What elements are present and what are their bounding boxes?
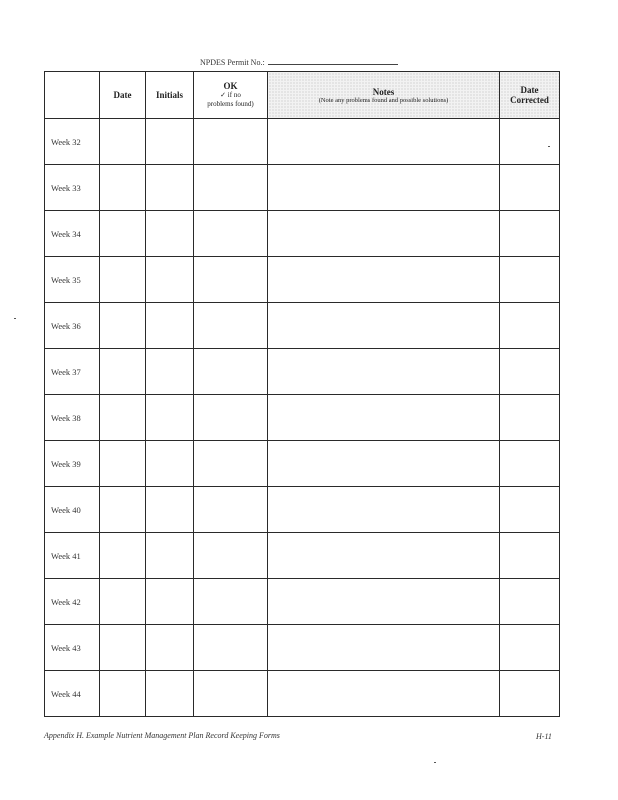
ok-cell[interactable]: [194, 395, 268, 441]
date-corrected-cell[interactable]: [500, 257, 560, 303]
initials-cell[interactable]: [146, 395, 194, 441]
permit-number-line: [200, 56, 398, 67]
table-row: [45, 211, 560, 257]
ok-cell[interactable]: [194, 671, 268, 717]
ok-cell[interactable]: [194, 257, 268, 303]
header-date: Date: [100, 72, 146, 119]
notes-cell[interactable]: [268, 211, 500, 257]
header-date-corrected-line1: Date: [520, 85, 539, 95]
date-cell[interactable]: [100, 119, 146, 165]
table-row: [45, 579, 560, 625]
table-row: [45, 119, 560, 165]
scan-speck: [434, 762, 436, 763]
permit-number-label: NPDES Permit No.:: [200, 58, 265, 67]
scan-speck: [548, 146, 550, 147]
initials-cell[interactable]: [146, 671, 194, 717]
notes-cell[interactable]: [268, 303, 500, 349]
ok-cell[interactable]: [194, 165, 268, 211]
date-cell[interactable]: [100, 349, 146, 395]
header-initials: Initials: [146, 72, 194, 119]
date-cell[interactable]: [100, 441, 146, 487]
initials-cell[interactable]: [146, 119, 194, 165]
header-notes-title: Notes: [372, 86, 395, 97]
date-corrected-cell[interactable]: [500, 395, 560, 441]
initials-cell[interactable]: [146, 487, 194, 533]
header-notes: [268, 72, 500, 119]
weekly-record-table: [44, 71, 560, 717]
week-label: Week 34: [45, 211, 100, 257]
header-ok-sub1: ✓ if no: [220, 91, 241, 99]
initials-cell[interactable]: [146, 165, 194, 211]
date-cell[interactable]: [100, 625, 146, 671]
date-corrected-cell[interactable]: [500, 671, 560, 717]
header-week: [45, 72, 100, 119]
week-label: Week 42: [45, 579, 100, 625]
ok-cell[interactable]: [194, 625, 268, 671]
initials-cell[interactable]: [146, 349, 194, 395]
page-number: H-11: [536, 732, 552, 741]
week-label: Week 41: [45, 533, 100, 579]
date-corrected-cell[interactable]: [500, 533, 560, 579]
ok-cell[interactable]: [194, 211, 268, 257]
table-row: [45, 165, 560, 211]
table-row: [45, 257, 560, 303]
date-cell[interactable]: [100, 257, 146, 303]
notes-cell[interactable]: [268, 625, 500, 671]
date-cell[interactable]: [100, 487, 146, 533]
initials-cell[interactable]: [146, 257, 194, 303]
header-ok-sub2: problems found): [207, 100, 254, 108]
ok-cell[interactable]: [194, 487, 268, 533]
header-date-corrected-line2: Corrected: [510, 95, 549, 105]
date-cell[interactable]: [100, 165, 146, 211]
footer-caption: Appendix H. Example Nutrient Management Plan Record Keeping Forms: [44, 731, 280, 740]
initials-cell[interactable]: [146, 211, 194, 257]
date-corrected-cell[interactable]: [500, 625, 560, 671]
week-label: Week 35: [45, 257, 100, 303]
date-cell[interactable]: [100, 533, 146, 579]
date-cell[interactable]: [100, 395, 146, 441]
week-label: Week 40: [45, 487, 100, 533]
date-cell[interactable]: [100, 579, 146, 625]
table-header-row: [45, 72, 560, 119]
date-corrected-cell[interactable]: [500, 119, 560, 165]
week-label: Week 37: [45, 349, 100, 395]
ok-cell[interactable]: [194, 119, 268, 165]
notes-cell[interactable]: [268, 257, 500, 303]
header-notes-sub: (Note any problems found and possible solutions): [318, 96, 449, 104]
week-label: Week 38: [45, 395, 100, 441]
notes-cell[interactable]: [268, 395, 500, 441]
permit-number-field[interactable]: [268, 56, 398, 65]
table-row: [45, 395, 560, 441]
notes-cell[interactable]: [268, 349, 500, 395]
scan-speck: [14, 318, 16, 319]
notes-cell[interactable]: [268, 579, 500, 625]
date-cell[interactable]: [100, 303, 146, 349]
date-corrected-cell[interactable]: [500, 349, 560, 395]
week-label: Week 43: [45, 625, 100, 671]
date-corrected-cell[interactable]: [500, 211, 560, 257]
ok-cell[interactable]: [194, 303, 268, 349]
initials-cell[interactable]: [146, 441, 194, 487]
table-row: [45, 671, 560, 717]
table-row: [45, 625, 560, 671]
notes-cell[interactable]: [268, 441, 500, 487]
header-ok: [194, 72, 268, 119]
ok-cell[interactable]: [194, 533, 268, 579]
date-corrected-cell[interactable]: [500, 165, 560, 211]
notes-cell[interactable]: [268, 165, 500, 211]
notes-cell[interactable]: [268, 487, 500, 533]
table-row: [45, 349, 560, 395]
table-row: [45, 487, 560, 533]
initials-cell[interactable]: [146, 625, 194, 671]
table-row: [45, 441, 560, 487]
initials-cell[interactable]: [146, 533, 194, 579]
initials-cell[interactable]: [146, 303, 194, 349]
date-cell[interactable]: [100, 211, 146, 257]
notes-cell[interactable]: [268, 671, 500, 717]
date-cell[interactable]: [100, 671, 146, 717]
date-corrected-cell[interactable]: [500, 487, 560, 533]
date-corrected-cell[interactable]: [500, 303, 560, 349]
ok-cell[interactable]: [194, 441, 268, 487]
week-label: Week 33: [45, 165, 100, 211]
week-label: Week 39: [45, 441, 100, 487]
week-label: Week 44: [45, 671, 100, 717]
date-corrected-cell[interactable]: [500, 441, 560, 487]
ok-cell[interactable]: [194, 579, 268, 625]
notes-cell[interactable]: [268, 119, 500, 165]
week-label: Week 32: [45, 119, 100, 165]
ok-cell[interactable]: [194, 349, 268, 395]
initials-cell[interactable]: [146, 579, 194, 625]
table-row: [45, 533, 560, 579]
header-date-corrected: [500, 72, 560, 119]
table-row: [45, 303, 560, 349]
notes-cell[interactable]: [268, 533, 500, 579]
header-ok-title: OK: [223, 81, 238, 91]
week-label: Week 36: [45, 303, 100, 349]
date-corrected-cell[interactable]: [500, 579, 560, 625]
